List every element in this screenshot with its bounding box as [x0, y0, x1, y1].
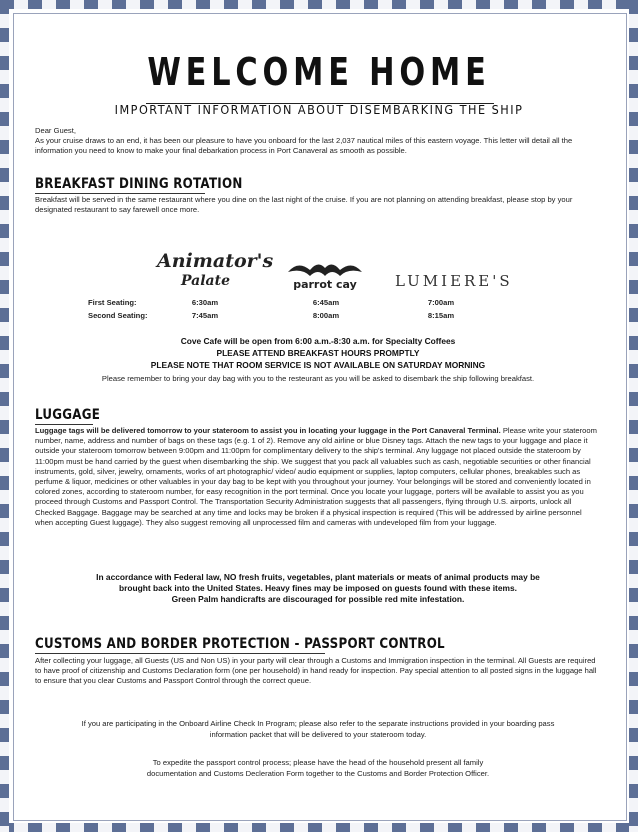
- parrot-cay-first-time: 6:45am: [312, 298, 340, 307]
- attend-notice: PLEASE ATTEND BREAKFAST HOURS PROMPTLY: [216, 348, 420, 358]
- page-title: WELCOME HOME: [147, 50, 491, 94]
- federal-law-line1: In accordance with Federal law, NO fresh fruits, vegetables, plant materials or meats of animal products may be: [96, 572, 540, 582]
- lumieres-second-time: 8:15am: [427, 311, 455, 320]
- greeting: Dear Guest,: [35, 126, 76, 135]
- parrot-cay-logo-text: parrot cay: [293, 278, 357, 291]
- decorative-border-bottom: [0, 823, 638, 832]
- first-seating-label: First Seating:: [88, 298, 137, 307]
- airline-checkin-line1: If you are participating in the Onboard Airline Check In Program; please also refer to the separate instructions provided in your boarding pass: [81, 719, 555, 728]
- breakfast-heading: BREAKFAST DINING ROTATION: [35, 176, 243, 192]
- decorative-border-top: [0, 0, 638, 9]
- lumieres-logo: LUMIERE'S: [395, 272, 513, 290]
- room-service-notice: PLEASE NOTE THAT ROOM SERVICE IS NOT AVAILABLE ON SATURDAY MORNING: [150, 360, 486, 370]
- expedite-line1: To expedite the passport control process; please have the head of the household present all family: [152, 758, 484, 767]
- luggage-paragraph: Luggage tags will be delivered tomorrow to your stateroom to assist you in locating your luggage in the Port Canaveral Terminal. Please write your stateroom number, name, address and number of bags on these tags (e.g. 1 of 2). Remove any old airline or blue Disney tags. Attach the new tags to your luggage and place it outside your stateroom tomorrow between 9:00pm and 11:00pm for complimentary delivery to the ship's terminal. Any luggage not placed outside the stateroom by 11:00pm must be hand carried by the guest when disembarking the ship. We suggest that you pack all valuables such as cash, negotiable securities or other financial instruments, gold, silver, jewelry, ornaments, works of art photographic/ video/ audio equipment or supplies, laptop computers, cellular phones, breakables such as perfume & liquor, medicines or other valuables in your day bag to be kept with you throughout your journey. Your belongings will be stored and conveniently located in colored zones, according to stateroom number, for easy recognition in the port terminal. Once you locate your luggage, porters will be available to assist you as you proceed through Customs and Passport Control. The Transportation Security Administration suggests that all passengers, flying through U.S. airports, unlock all Checked Baggage. Baggage may be searched at any time and locks may be broken if a physical inspection is required (This will be addressed by airline personnel when accepting Guest luggage). They also suggest removing all unprocessed film and cameras with undeveloped film from your luggage.: [35, 426, 597, 527]
- animators-logo-line2: Palate: [181, 273, 230, 289]
- animators-first-time: 6:30am: [191, 298, 219, 307]
- intro-paragraph: As your cruise draws to an end, it has been our pleasure to have you onboard for the last 2,037 nautical miles of this eastern voyage. This letter will detail all the information you need to know to make your final debarkation process in Port Canaveral as smooth as possible.: [35, 136, 573, 156]
- parrot-cay-second-time: 8:00am: [312, 311, 340, 320]
- luggage-heading-rule: [35, 424, 93, 425]
- expedite-line2: documentation and Customs Decleration Form together to the Customs and Border Protection Officer.: [146, 769, 490, 778]
- green-palm-line: Green Palm handicrafts are discouraged for possible red mite infestation.: [171, 594, 465, 604]
- second-seating-label: Second Seating:: [88, 311, 148, 320]
- parrot-cay-logo: [284, 258, 366, 292]
- breakfast-paragraph: Breakfast will be served in the same restaurant where you dine on the last night of the cruise. If you are not planning on attending breakfast, please stop by your designated restaurant to say farewell once more.: [35, 195, 573, 215]
- customs-paragraph: After collecting your luggage, all Guests (US and Non US) in your party will clear through a Customs and Immigration inspection in the terminal. All Guests are required to have proof of citizenship and Customs Declaration form (one per household) in hand ready for inspection. Pay special attention to all posted signs in the luggage hall to ensure that you clear Customs and Passport Control through the correct queue.: [35, 656, 597, 686]
- customs-heading: CUSTOMS AND BORDER PROTECTION - PASSPORT CONTROL: [35, 636, 445, 652]
- federal-law-line2: brought back into the United States. Heavy fines may be imposed on guests found with these items.: [119, 583, 517, 593]
- day-bag-note: Please remember to bring your day bag with you to the resteurant as you will be asked to disembark the ship following breakfast.: [101, 374, 535, 383]
- cove-cafe-notice: Cove Cafe will be open from 6:00 a.m.-8:30 a.m. for Specialty Coffees: [180, 336, 456, 346]
- page-subtitle: IMPORTANT INFORMATION ABOUT DISEMBARKING THE SHIP: [114, 102, 524, 117]
- lumieres-first-time: 7:00am: [427, 298, 455, 307]
- decorative-border-right: [629, 0, 638, 832]
- decorative-border-left: [0, 0, 9, 832]
- customs-heading-rule: [35, 653, 325, 654]
- animators-second-time: 7:45am: [191, 311, 219, 320]
- animators-palate-logo: [155, 245, 274, 290]
- breakfast-heading-rule: [35, 193, 205, 194]
- animators-logo-line1: Animator's: [157, 250, 274, 272]
- luggage-heading: LUGGAGE: [35, 407, 101, 423]
- airline-checkin-line2: information packet that will be delivered to your stateroom today.: [209, 730, 427, 739]
